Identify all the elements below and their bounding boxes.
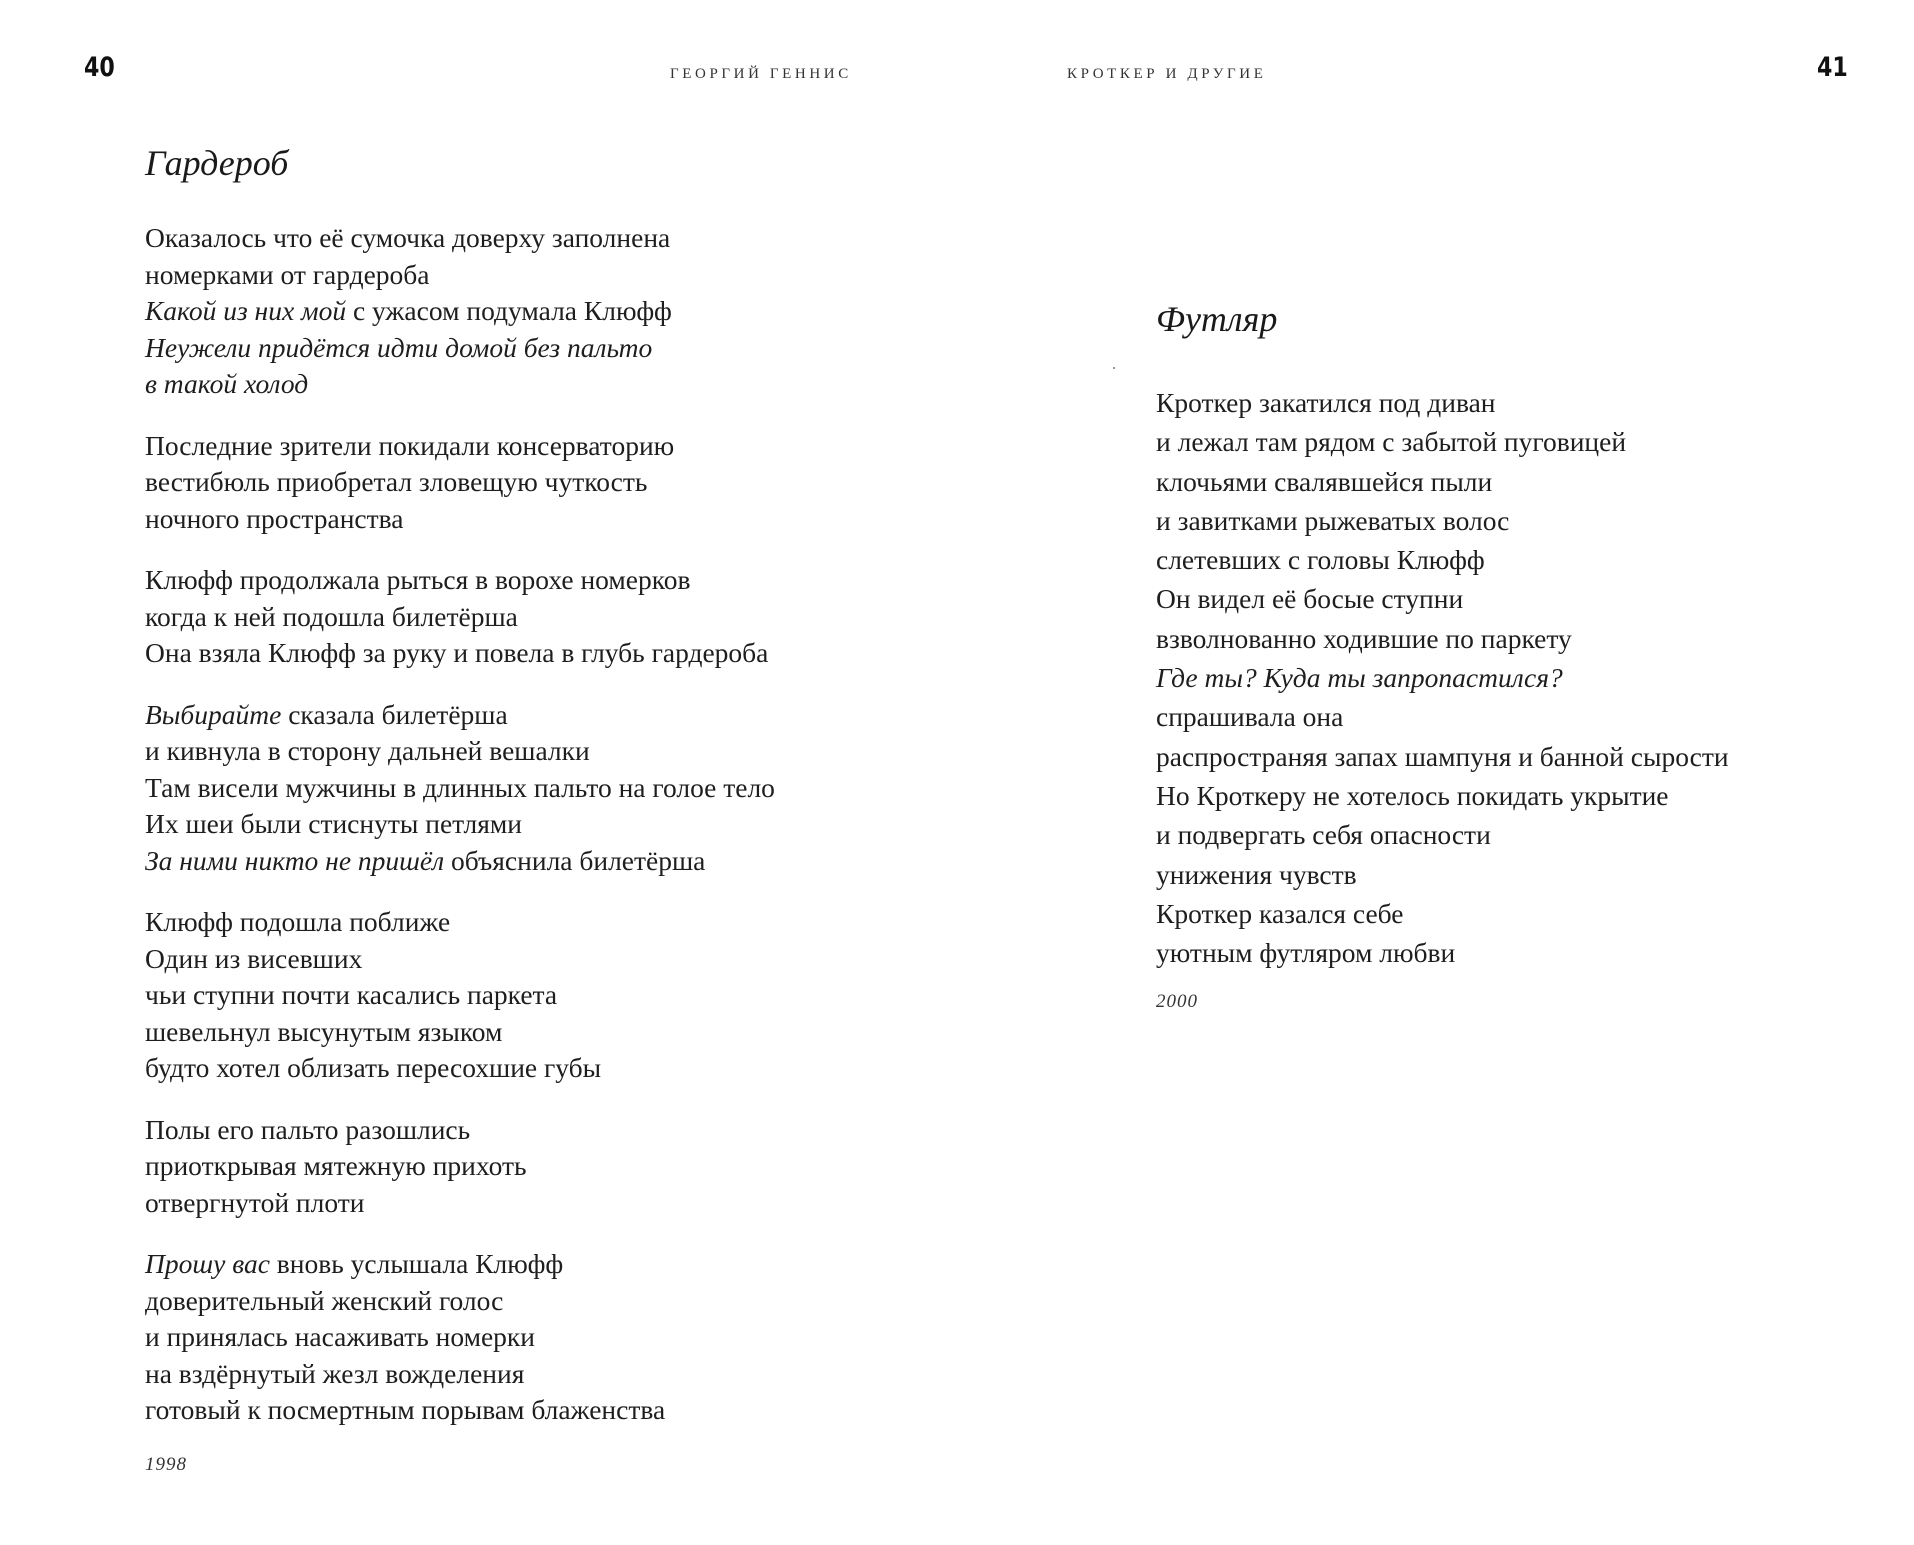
text-segment: Кроткер закатился под диван [1156,387,1496,418]
text-segment: и кивнула в сторону дальней вешалки [145,735,590,766]
stanza [1156,383,1856,972]
text-segment: доверительный женский голос [145,1284,504,1316]
text-segment: и подвергать себя опасности [1156,819,1491,851]
poem-line [1156,697,1856,736]
poem-line [145,366,885,403]
poem-line [1156,462,1856,501]
print-speck [1113,367,1115,369]
italic-segment: Прошу вас [145,1248,270,1279]
poem-line [1156,894,1856,933]
stanza [145,697,885,880]
text-segment: вновь услышала Клюфф [269,1248,564,1279]
text-segment: Она взяла Клюфф за руку и повела в глубь гардероба [145,637,769,668]
text-segment: объяснила билетёрша [444,844,706,876]
text-segment: Полы его пальто разошлись [145,1113,471,1145]
poem-line [145,941,885,978]
poem-line [145,501,885,538]
poem-line [1156,383,1856,422]
text-segment: Последние зрители покидали консерваторию [145,429,675,461]
text-segment: и принялась насаживать номерки [145,1321,536,1352]
poem-line [145,1319,885,1356]
poem-line [1156,579,1856,618]
poem-line [145,1112,885,1149]
italic-segment: Где ты? Куда ты запропастился? [1156,662,1563,694]
poem-line [1156,501,1856,540]
stanza [145,904,885,1087]
poem-line [145,977,885,1014]
text-segment: Он видел её босые ступни [1156,583,1464,615]
text-segment: взволнованно ходившие по паркету [1156,622,1572,654]
text-segment: Но Кроткеру не хотелось покидать укрытие [1156,779,1669,811]
poem-line [145,220,885,257]
text-segment: готовый к посмертным порывам блаженства [145,1394,666,1425]
poem-title: Гардероб [145,143,289,183]
italic-segment: Выбирайте [145,698,282,730]
text-segment: клочьями свалявшейся пыли [1156,465,1493,497]
text-segment: унижения чувств [1156,858,1357,890]
text-segment: шевельнул высунутым языком [145,1015,503,1047]
poem-line [145,1246,885,1283]
poem-line [145,257,885,294]
poem-line [145,1185,885,1222]
text-segment: с ужасом подумала Клюфф [346,295,672,326]
poem-line [145,697,885,734]
poem-line [145,599,885,636]
poem-line [1156,619,1856,658]
text-segment: Клюфф продолжала рыться в ворохе номерков [145,564,691,595]
poem-body [145,220,885,1429]
stanza [145,1246,885,1429]
text-segment: сказала билетёрша [281,698,508,730]
stanza [145,428,885,538]
stanza [145,562,885,672]
poem-year: 2000 [1156,991,1198,1013]
poem-line [145,1014,885,1051]
italic-segment: Какой из них мой [145,295,347,326]
running-head-author: ГЕОРГИЙ ГЕННИС [670,66,852,82]
text-segment: чьи ступни почти касались паркета [145,979,558,1010]
poem-line [1156,855,1856,894]
italic-segment: За ними никто не пришёл [145,844,445,876]
italic-segment: в такой холод [145,368,309,399]
page-number-right: 41 [1817,52,1848,83]
stanza [145,220,885,403]
text-segment: отвергнутой плоти [145,1186,365,1218]
poem-line [145,904,885,941]
poem-line [145,635,885,672]
poem-line [145,1050,885,1087]
text-segment: Клюфф подошла поближе [145,906,451,937]
poem-line [145,428,885,465]
poem-line [145,1392,885,1429]
poem-line [145,1283,885,1320]
poem-line [145,1356,885,1393]
poem-title: Футляр [1156,299,1278,339]
text-segment: номерками от гардероба [145,258,430,290]
poem-line [145,330,885,367]
poem-line [145,843,885,880]
poem-line [1156,933,1856,972]
poem-line [1156,540,1856,579]
poem-line [145,293,885,330]
text-segment: Один из висевших [145,942,363,974]
text-segment: Кроткер казался себе [1156,897,1404,929]
poem-line [145,464,885,501]
text-segment: и лежал там рядом с забытой пуговицей [1156,426,1627,458]
text-segment: уютным футляром любви [1156,937,1456,969]
text-segment: распространяя запах шампуня и банной сырости [1156,740,1729,772]
poem-line [145,562,885,599]
poem-line [1156,737,1856,776]
running-head-book-title: КРОТКЕР И ДРУГИЕ [1067,66,1267,82]
text-segment: будто хотел облизать пересохшие губы [145,1052,602,1083]
text-segment: когда к ней подошла билетёрша [145,600,518,632]
text-segment: ночного пространства [145,502,404,534]
poem-futlyar [1156,298,1856,1013]
poem-line [1156,776,1856,815]
stanza [145,1112,885,1222]
poem-line [145,770,885,807]
text-segment: приоткрывая мятежную прихоть [145,1150,527,1181]
text-segment: и завитками рыжеватых волос [1156,504,1510,536]
text-segment: Там висели мужчины в длинных пальто на голое тело [145,771,775,803]
poem-body [1156,383,1856,972]
page-number-left: 40 [84,52,115,83]
poem-year: 1998 [145,1453,187,1475]
text-segment: Оказалось что её сумочка доверху заполнена [145,222,671,253]
text-segment: вестибюль приобретал зловещую чуткость [145,466,648,497]
poem-line [1156,658,1856,697]
text-segment: слетевших с головы Клюфф [1156,544,1485,576]
text-segment: Их шеи были стиснуты петлями [145,808,522,839]
poem-garderob [145,142,885,1476]
poem-line [145,806,885,843]
poem-line [1156,815,1856,854]
poem-line [145,1148,885,1185]
poem-line [145,733,885,770]
poem-line [1156,422,1856,461]
text-segment: спрашивала она [1156,701,1344,733]
text-segment: на вздёрнутый жезл вожделения [145,1357,525,1389]
italic-segment: Неужели придётся идти домой без пальто [145,331,653,363]
